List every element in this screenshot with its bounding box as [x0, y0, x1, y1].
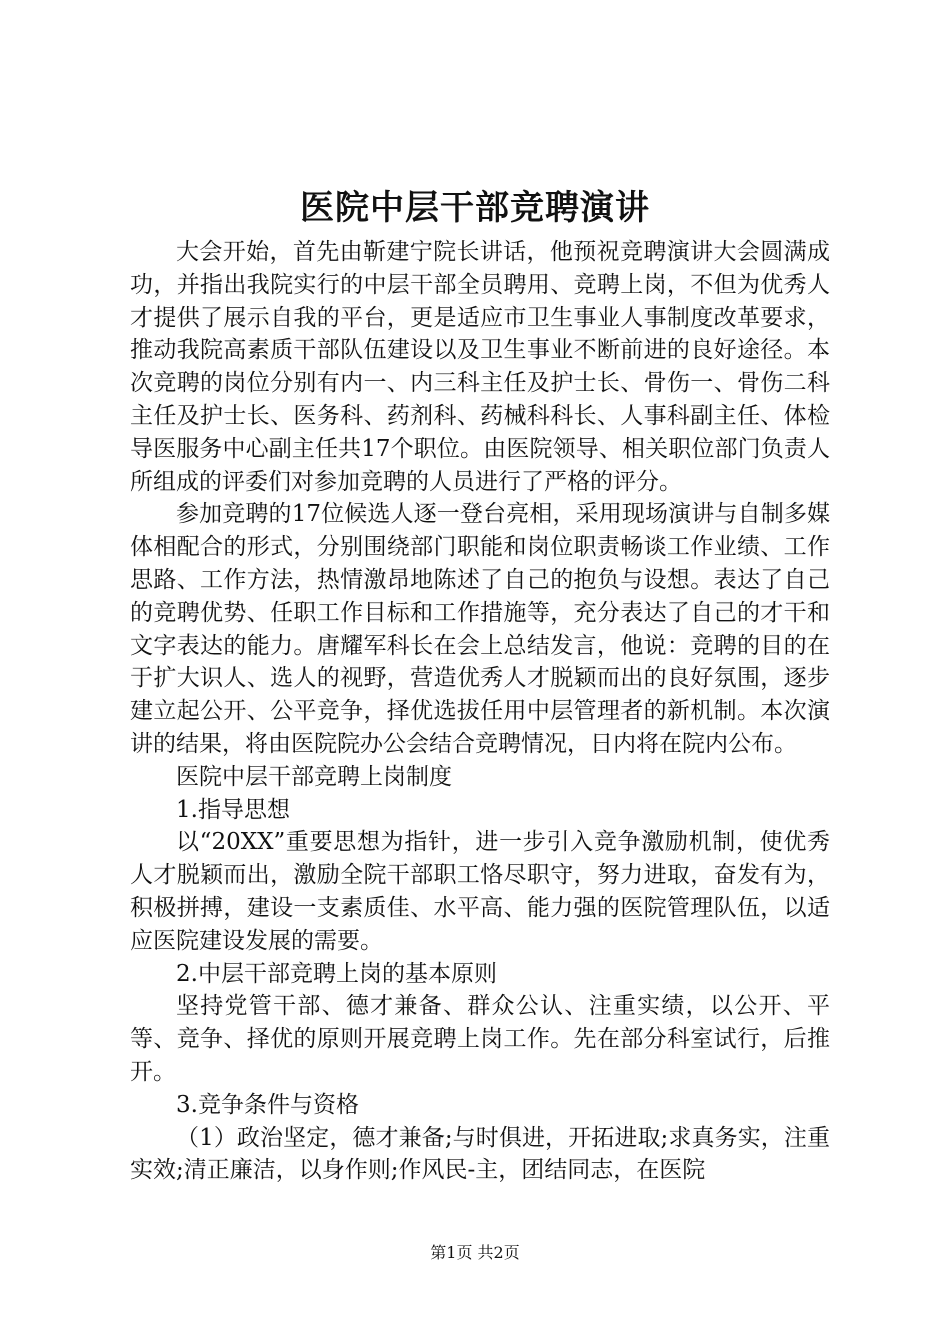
paragraph-opening: 大会开始，首先由靳建宁院长讲话，他预祝竞聘演讲大会圆满成功，并指出我院实行的中层干部全员聘用、竞聘上岗，不但为优秀人才提供了展示自我的平台，更是适应市卫生事业人事制度改革要求，推动我院高素质干部队伍建设以及卫生事业不断前进的良好途径。本次竞聘的岗位分别有内一、内三科主任及护士长、骨伤一、骨伤二科主任及护士长、医务科、药剂科、药械科科长、人事科副主任、体检导医服务中心副主任共17个职位。由医院领导、相关职位部门负责人所组成的评委们对参加竞聘的人员进行了严格的评分。	[130, 239, 830, 495]
paragraph-guiding-ideology: 以“20XX”重要思想为指针，进一步引入竞争激励机制，使优秀人才脱颖而出，激励全院干部职工恪尽职守，努力进取，奋发有为，积极拼搏，建设一支素质佳、水平高、能力强的医院管理队伍，以适应医院建设发展的需要。	[130, 829, 830, 954]
section-heading-guiding-ideology: 1.指导思想	[176, 796, 290, 823]
section-heading-system: 医院中层干部竞聘上岗制度	[176, 763, 452, 790]
section-heading-conditions: 3.竞争条件与资格	[176, 1091, 359, 1118]
paragraph-basic-principles: 坚持党管干部、德才兼备、群众公认、注重实绩，以公开、平等、竞争、择优的原则开展竞聘上岗工作。先在部分科室试行，后推开。	[130, 993, 830, 1085]
paragraph-conditions-1: （1）政治坚定，德才兼备;与时俱进，开拓进取;求真务实，注重实效;清正廉洁，以身作则;作风民-主，团结同志，在医院	[130, 1124, 830, 1184]
document-title: 医院中层干部竞聘演讲	[300, 188, 650, 228]
page-footer: 第1页 共2页	[430, 1243, 520, 1262]
section-heading-basic-principles: 2.中层干部竞聘上岗的基本原则	[176, 960, 497, 987]
document-body	[130, 236, 830, 1187]
paragraph-candidates: 参加竞聘的17位候选人逐一登台亮相，采用现场演讲与自制多媒体相配合的形式，分别围绕部门职能和岗位职责畅谈工作业绩、工作思路、工作方法，热情激昂地陈述了自己的抱负与设想。表达了自己的竞聘优势、任职工作目标和工作措施等，充分表达了自己的才干和文字表达的能力。唐耀军科长在会上总结发言，他说：竞聘的目的在于扩大识人、选人的视野，营造优秀人才脱颖而出的良好氛围，逐步建立起公开、公平竞争，择优选拔任用中层管理者的新机制。本次演讲的结果，将由医院院办公会结合竞聘情况，日内将在院内公布。	[130, 501, 830, 757]
